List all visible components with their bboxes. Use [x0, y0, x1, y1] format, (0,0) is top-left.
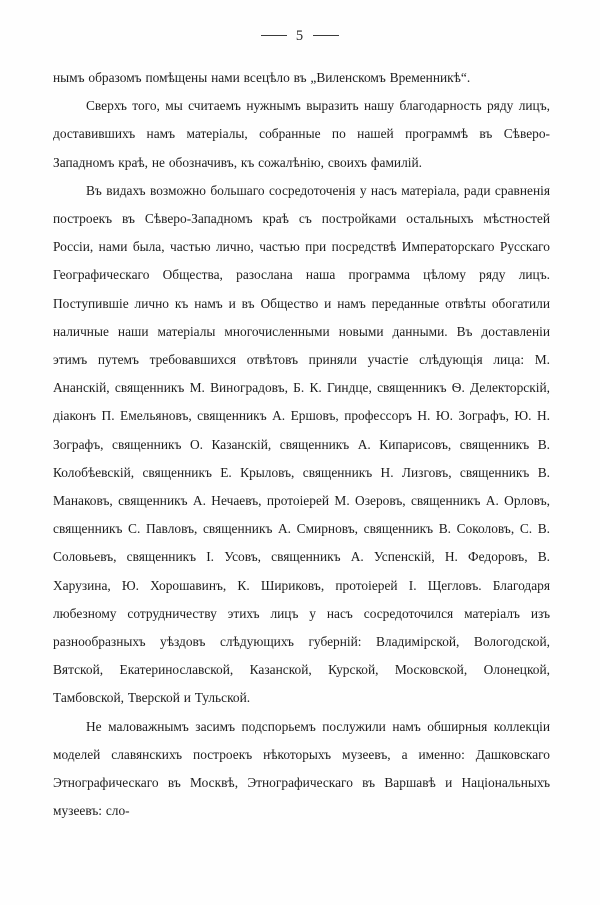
- paragraph-acknowledgement: Сверхъ того, мы считаемъ нужнымъ выразить нашу благодарность ряду лицъ, доставившихъ намъ матеріалы, собранные по нашей программѣ въ Сѣверо-Западномъ краѣ, не обозначивъ, къ сожалѣнію, своихъ фамилій.: [53, 98, 550, 170]
- paragraph-continuation: нымъ образомъ помѣщены нами всецѣло въ „Виленскомъ Временникѣ“.: [53, 70, 471, 85]
- folio-rule-left: [261, 35, 287, 36]
- paragraph-contributors: Въ видахъ возможно большаго сосредоточенія у насъ матеріала, ради сравненія построекъ въ Сѣверо-Западномъ краѣ съ постройками остальныхъ мѣстностей Россіи, нами была, частью лично, частью при посредствѣ Императорскаго Русскаго Географическаго Общества, разослана наша программа цѣлому ряду лицъ. Поступившіе лично къ намъ и въ Общество и намъ переданные отвѣты обогатили наличные наши матеріалы многочисленными новыми данными. Въ доставленіи этимъ путемъ требовавшихся отвѣтовъ приняли участіе слѣдующія лица: М. Ананскій, священникъ М. Виноградовъ, Б. К. Гиндце, священникъ Ѳ. Делекторскій, діаконъ П. Емельяновъ, священникъ А. Ершовъ, профессоръ Н. Ю. Зографъ, Ю. Н. Зографъ, священникъ О. Казанскій, священникъ А. Кипарисовъ, священникъ В. Колобѣевскій, священникъ Е. Крыловъ, священникъ Н. Лизговъ, священникъ В. Манаковъ, священникъ А. Нечаевъ, протоіерей М. Озеровъ, священникъ А. Орловъ, священникъ С. Павловъ, священникъ А. Смирновъ, священникъ В. Соколовъ, С. В. Соловьевъ, священникъ І. Усовъ, священникъ А. Успенскій, Н. Федоровъ, В. Харузина, Ю. Хорошавинъ, К. Шириковъ, протоіерей І. Щегловъ. Благодаря любезному сотрудничеству этихъ лицъ у насъ сосредоточился матеріалъ изъ разнообразныхъ уѣздовъ слѣдующихъ губерній: Владимірской, Вологодской, Вятской, Екатеринославской, Казанской, Курской, Московской, Олонецкой, Тамбовской, Тверской и Тульской.: [53, 182, 550, 706]
- page-body-text: [53, 64, 550, 825]
- folio-rule-right: [313, 35, 339, 36]
- page-folio: [0, 28, 600, 45]
- folio-number: 5: [295, 28, 305, 44]
- paragraph-museums: Не маловажнымъ засимъ подспорьемъ послужили намъ обширныя коллекціи моделей славянскихъ построекъ нѣкоторыхъ музеевъ, а именно: Дашковскаго Этнографическаго въ Москвѣ, Этнографическаго въ Варшавѣ и Національныхъ музеевъ: сло-: [53, 718, 550, 819]
